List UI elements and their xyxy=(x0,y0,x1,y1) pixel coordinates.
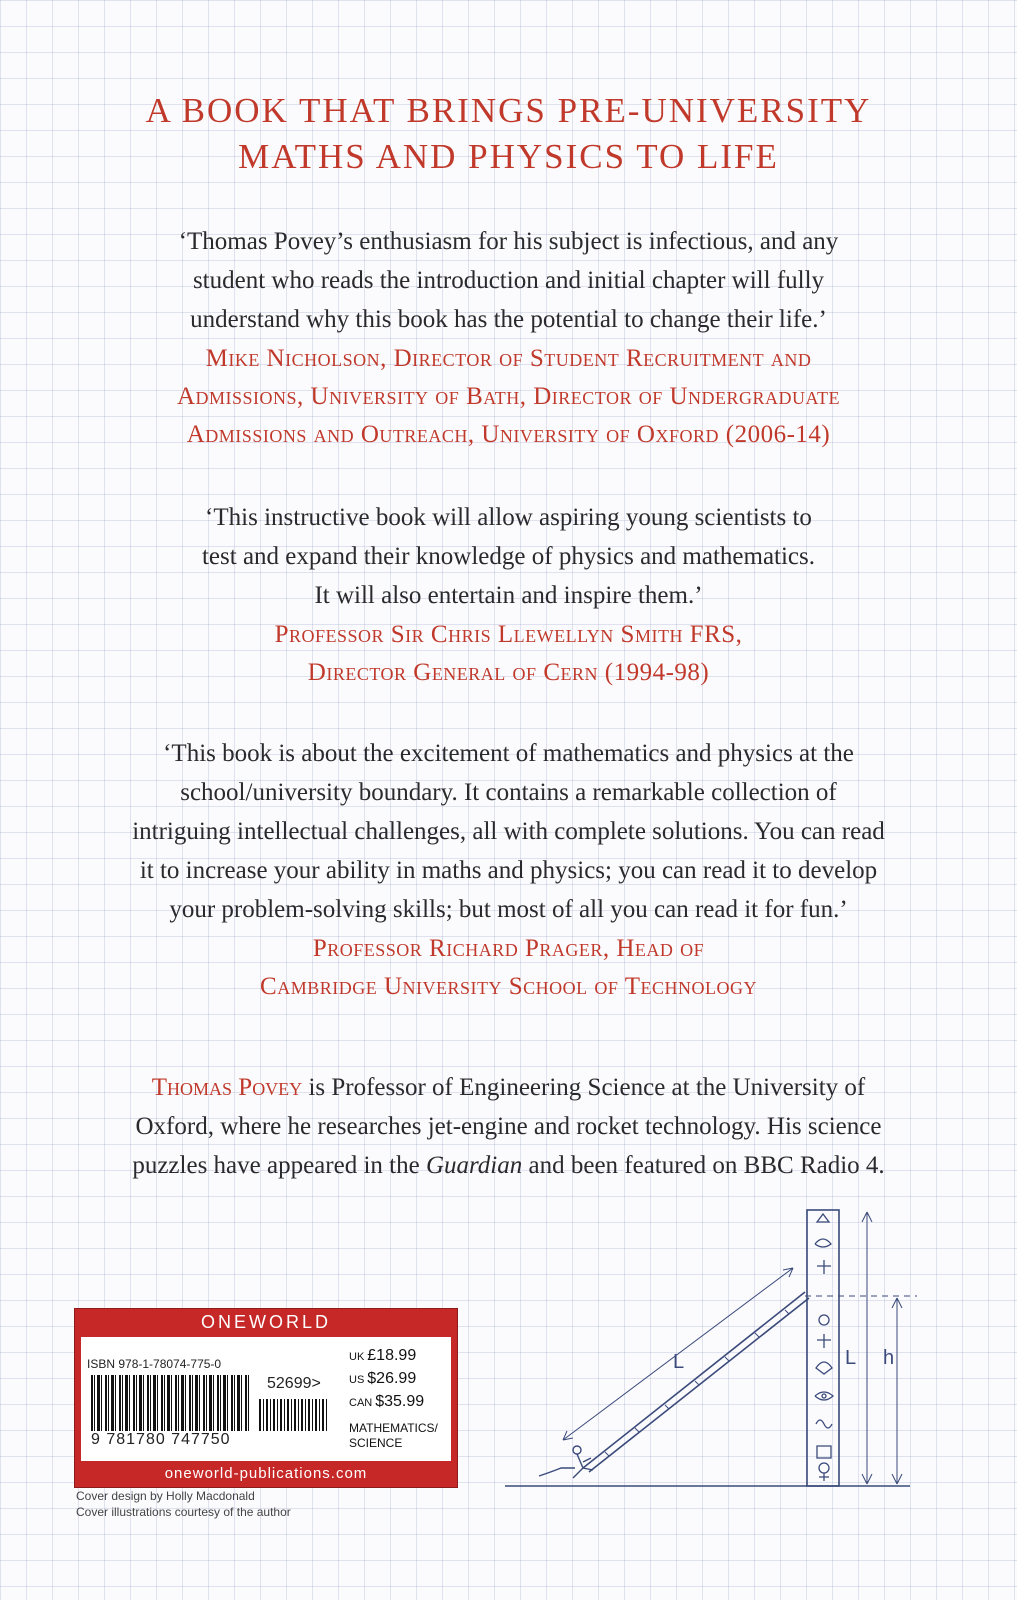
ladder-rungs xyxy=(605,1310,789,1456)
price-amount: £18.99 xyxy=(367,1347,417,1364)
attribution-line: Director General of Cern (1994-98) xyxy=(307,659,710,686)
publisher-name: ONEWORLD xyxy=(200,1312,331,1332)
quote-line: intriguing intellectual challenges, all with complete solutions. You can read xyxy=(132,818,885,845)
barcode-icon xyxy=(91,1375,251,1431)
attribution-line: Cambridge University School of Technology xyxy=(260,973,757,1000)
attribution-line: Professor Sir Chris Llewellyn Smith FRS, xyxy=(274,621,743,648)
subject-category xyxy=(349,1421,438,1451)
bio-line-2: Oxford, where he researches jet-engine and rocket technology. His science xyxy=(135,1113,882,1140)
price-row xyxy=(349,1391,424,1414)
publisher-barcode-box xyxy=(74,1308,458,1488)
quote-line: your problem-solving skills; but most of all you can read it for fun.’ xyxy=(169,896,848,923)
height-label: h xyxy=(883,1347,895,1369)
price-row xyxy=(349,1368,424,1391)
price-currency: UK xyxy=(349,1351,365,1363)
price-list xyxy=(349,1345,424,1414)
credit-line: Cover illustrations courtesy of the author xyxy=(76,1505,291,1519)
pillar-length-label: L xyxy=(845,1347,857,1369)
bio-line-3 xyxy=(60,1146,957,1185)
quote-line: understand why this book has the potential to change their life.’ xyxy=(190,306,827,333)
bio-text: and been featured on BBC Radio 4. xyxy=(522,1152,885,1179)
quote-1-attribution xyxy=(60,340,957,454)
subject-line: MATHEMATICS/ xyxy=(349,1421,438,1435)
price-amount: $35.99 xyxy=(375,1393,425,1410)
attribution-line: Admissions, University of Bath, Director of Undergraduate xyxy=(176,383,841,410)
quote-1 xyxy=(60,222,957,339)
attribution-line: Mike Nicholson, Director of Student Recruitment and xyxy=(205,345,812,372)
quote-line: it to increase your ability in maths and physics; you can read it to develop xyxy=(139,857,878,884)
bio-publication: Guardian xyxy=(425,1152,523,1179)
price-amount: $26.99 xyxy=(367,1370,417,1387)
price-currency: US xyxy=(349,1374,365,1386)
attribution-line: Professor Richard Prager, Head of xyxy=(312,935,705,962)
quote-2 xyxy=(60,498,957,615)
publisher-url: oneworld-publications.com xyxy=(164,1465,368,1482)
author-name: Thomas Povey xyxy=(151,1074,303,1101)
author-bio xyxy=(60,1068,957,1185)
headline-line-1: A BOOK THAT BRINGS PRE-UNIVERSITY xyxy=(145,91,872,130)
quote-line: It will also entertain and inspire them.’ xyxy=(314,582,703,609)
ladder-length-label: L xyxy=(673,1351,685,1373)
quote-line: student who reads the introduction and initial chapter will fully xyxy=(192,267,825,294)
headline xyxy=(0,88,1017,180)
ladder-illustration xyxy=(505,1200,925,1500)
ladder-rail xyxy=(583,1292,805,1468)
quote-2-attribution xyxy=(60,616,957,692)
addon-barcode-icon xyxy=(259,1399,329,1431)
quote-3 xyxy=(60,734,957,929)
pillar xyxy=(807,1210,839,1486)
subject-line: SCIENCE xyxy=(349,1436,403,1450)
person-figure-icon xyxy=(539,1446,593,1478)
ean-number: 9 781780 747750 xyxy=(91,1431,231,1448)
credit-line: Cover design by Holly Macdonald xyxy=(76,1489,255,1503)
bio-text: puzzles have appeared in the xyxy=(132,1152,426,1179)
cover-credits xyxy=(76,1488,291,1520)
quote-line: ‘This book is about the excitement of mathematics and physics at the xyxy=(163,740,854,767)
bio-line-1 xyxy=(60,1068,957,1107)
price-currency: CAN xyxy=(349,1397,373,1409)
quote-3-attribution xyxy=(60,930,957,1006)
quote-line: school/university boundary. It contains a remarkable collection of xyxy=(180,779,837,806)
barcode-panel xyxy=(81,1337,451,1461)
bio-text: is Professor of Engineering Science at the University of xyxy=(302,1074,866,1101)
quote-line: test and expand their knowledge of physics and mathematics. xyxy=(201,543,816,570)
attribution-line: Admissions and Outreach, University of Oxford (2006-14) xyxy=(186,421,831,448)
quote-line: ‘Thomas Povey’s enthusiasm for his subject is infectious, and any xyxy=(178,228,839,255)
barcode-addon-number: 52699> xyxy=(267,1375,321,1392)
price-row xyxy=(349,1345,424,1368)
headline-line-2: MATHS AND PHYSICS TO LIFE xyxy=(238,137,779,176)
isbn-text: ISBN 978-1-78074-775-0 xyxy=(87,1357,222,1371)
quote-line: ‘This instructive book will allow aspiring young scientists to xyxy=(205,504,812,531)
hieroglyphs-icon xyxy=(815,1214,833,1481)
